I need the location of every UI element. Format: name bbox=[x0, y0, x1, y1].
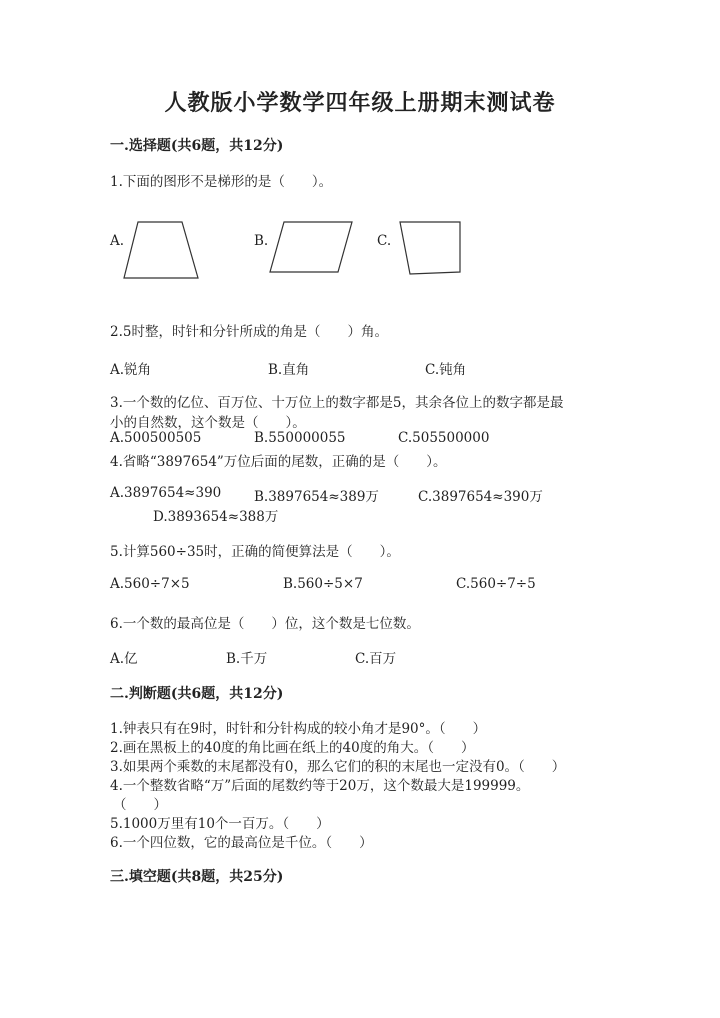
judge-item-3: 3.如果两个乘数的末尾都没有0，那么它们的积的末尾也一定没有0。（ ） bbox=[110, 759, 566, 775]
question-5-option-b: B.560÷5×7 bbox=[283, 576, 363, 592]
question-5-stem: 5.计算560÷35时，正确的简便算法是（ ）。 bbox=[110, 544, 400, 560]
question-3-option-c: C.505500000 bbox=[398, 430, 490, 446]
judge-item-4: 4.一个整数省略“万”后面的尾数约等于20万，这个数最大是199999。 bbox=[110, 778, 530, 794]
section-heading-judge: 二.判断题(共6题，共12分) bbox=[110, 686, 284, 702]
question-4-stem: 4.省略“3897654”万位后面的尾数，正确的是（ ）。 bbox=[110, 454, 447, 470]
question-2-stem: 2.5时整，时针和分针所成的角是（ ）角。 bbox=[110, 324, 388, 340]
question-4-option-a: A.3897654≈390 bbox=[110, 485, 222, 501]
question-6-stem: 6.一个数的最高位是（ ）位，这个数是七位数。 bbox=[110, 616, 420, 632]
question-2-option-a: A.锐角 bbox=[110, 362, 152, 378]
page-title: 人教版小学数学四年级上册期末测试卷 bbox=[164, 90, 556, 116]
section-heading-fill: 三.填空题(共8题，共25分) bbox=[110, 869, 284, 885]
judge-item-5: 5.1000万里有10个一百万。（ ） bbox=[110, 816, 330, 832]
question-6-option-a: A.亿 bbox=[110, 651, 138, 667]
question-5-option-a: A.560÷7×5 bbox=[110, 576, 190, 592]
question-6-option-c: C.百万 bbox=[355, 651, 397, 667]
question-6-option-b: B.千万 bbox=[226, 651, 268, 667]
question-3-option-a: A.500500505 bbox=[110, 430, 202, 446]
judge-item-4-bracket: （ ） bbox=[113, 797, 167, 813]
question-4-option-c: C.3897654≈390万 bbox=[418, 489, 543, 505]
question-2-option-b: B.直角 bbox=[268, 362, 310, 378]
question-2-option-c: C.钝角 bbox=[425, 362, 467, 378]
question-1-option-b: B. bbox=[254, 233, 269, 249]
judge-item-2: 2.画在黑板上的40度的角比画在纸上的40度的角大。（ ） bbox=[110, 740, 475, 756]
question-1-option-c: C. bbox=[377, 233, 392, 249]
judge-item-6: 6.一个四位数，它的最高位是千位。（ ） bbox=[110, 835, 373, 851]
shape-a-trapezoid bbox=[118, 216, 208, 282]
question-4-option-d: D.3893654≈388万 bbox=[153, 509, 279, 525]
question-1-option-a: A. bbox=[110, 233, 125, 249]
judge-item-1: 1.钟表只有在9时，时针和分针构成的较小角才是90°。（ ） bbox=[110, 721, 487, 737]
question-1-stem: 1.下面的图形不是梯形的是（ ）。 bbox=[110, 174, 333, 190]
question-4-option-b: B.3897654≈389万 bbox=[254, 489, 379, 505]
question-3-stem-line2: 小的自然数，这个数是（ ）。 bbox=[110, 415, 306, 431]
question-3-stem-line1: 3.一个数的亿位、百万位、十万位上的数字都是5，其余各位上的数字都是最 bbox=[110, 395, 564, 411]
shape-b-parallelogram bbox=[266, 216, 356, 282]
section-heading-choice: 一.选择题(共6题，共12分) bbox=[110, 138, 284, 154]
question-5-option-c: C.560÷7÷5 bbox=[456, 576, 536, 592]
question-3-option-b: B.550000055 bbox=[254, 430, 346, 446]
shape-c-quadrilateral bbox=[396, 216, 466, 282]
